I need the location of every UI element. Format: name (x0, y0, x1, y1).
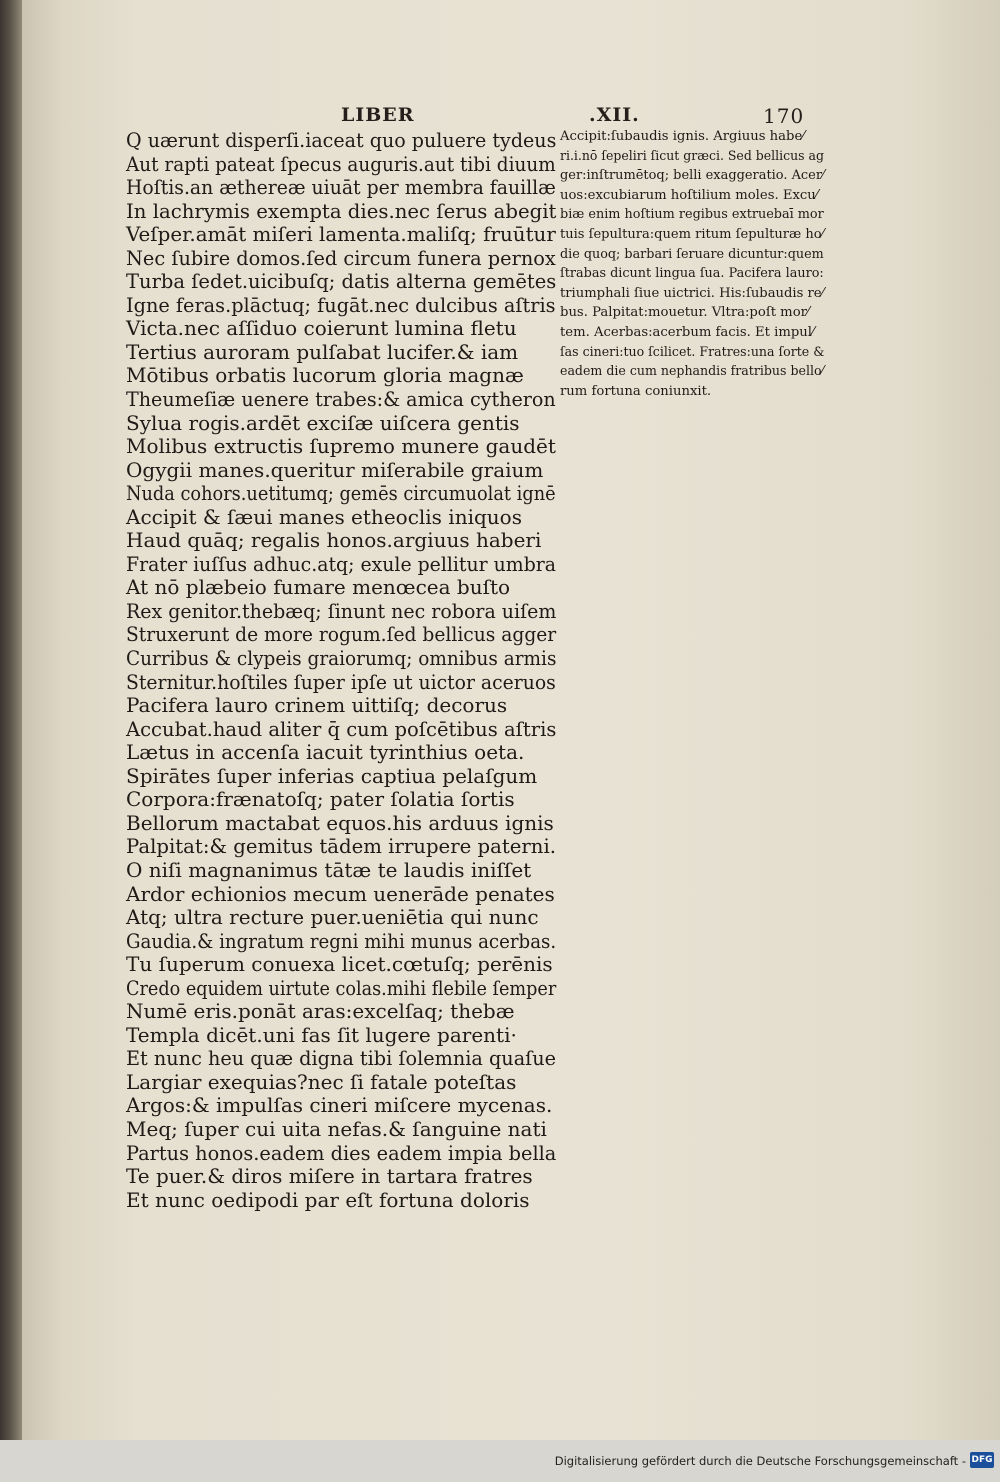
verse-line: Te puer.& diros miſere in tartara fratres (126, 1164, 533, 1189)
verse-line: Palpitat:& gemitus tādem irrupere paterni. (126, 834, 557, 859)
previous-page-edge (22, 150, 48, 1350)
verse-line: Accipit & ſæui manes etheoclis iniquos (126, 504, 522, 529)
commentary-line: ger:inſtrumētoq; belli exaggeratio. Acer⁄ (560, 168, 825, 184)
verse-line: Turba ſedet.uicibuſq; datis alterna gemētes (126, 269, 557, 294)
verse-line: Rex genitor.thebæq; ſinunt nec robora uiſem (126, 598, 557, 623)
verse-line: Ardor echionios mecum uenerāde penates (126, 881, 555, 906)
verse-line: Molibus extructis ſupremo munere gaudēt (126, 434, 556, 459)
verse-line: Argos:& impulſas cineri miſcere mycenas. (126, 1093, 553, 1118)
running-head-liber: LIBER (341, 104, 415, 126)
commentary-line: die quoq; barbari ſeruare dicuntur:quem (560, 246, 824, 262)
verse-line: Spirātes ſuper inferias captiua pelaſgum (126, 763, 538, 788)
digitization-footer (0, 1440, 1000, 1482)
commentary-line: eadem die cum nephandis fratribus bello⁄ (560, 364, 824, 380)
commentary-line: bus. Palpitat:mouetur. Vltra:poſt mor⁄ (560, 305, 810, 321)
commentary-line: uos:excubiarum hoſtilium moles. Excu⁄ (560, 187, 818, 203)
verse-column (126, 129, 556, 1212)
verse-line: Largiar exequias?nec ſi fatale poteſtas (126, 1069, 517, 1094)
verse-line: Sylua rogis.ardēt exciſæ uiſcera gentis (126, 410, 520, 435)
verse-line: Et nunc heu quæ digna tibi ſolemnia quaſue (126, 1046, 557, 1071)
verse-line: Pacifera lauro crinem uittiſq; decorus (126, 693, 508, 718)
commentary-line: biæ enim hoſtium regibus extruebaī mor (560, 207, 824, 223)
verse-line: Atq; ultra recture puer.ueniētia qui nunc (126, 905, 539, 930)
verse-line: Frater iuſſus adhuc.atq; exule pellitur umbra (126, 551, 557, 576)
verse-line: Lætus in accenſa iacuit tyrinthius oeta. (126, 740, 525, 765)
commentary-line: triumphali ſiue uictrici. His:ſubaudis re⁄ (560, 285, 824, 301)
verse-line: Haud quāq; regalis honos.argiuus haberi (126, 528, 542, 553)
verse-line: Meq; ſuper cui uita nefas.& ſanguine nati (126, 1116, 547, 1141)
commentary-line: Accipit:ſubaudis ignis. Argiuus habe⁄ (560, 129, 805, 144)
verse-line: Bellorum mactabat equos.his arduus ignis (126, 810, 554, 835)
verse-line: Nuda cohors.uetitumq; gemēs circumuolat ignē (126, 481, 556, 506)
funding-credit: Digitalisierung gefördert durch die Deutsche Forschungsgemeinschaft - (554, 1454, 966, 1468)
commentary-line: ſtrabas dicunt lingua ſua. Pacifera lauro: (560, 266, 824, 282)
commentary-line: tuis ſepultura:quem ritum ſepulturæ ho⁄ (560, 226, 824, 242)
verse-line: Aut rapti pateat ſpecus auguris.aut tibi diuum (126, 151, 556, 176)
verse-line: Numē eris.ponāt aras:excelſaq; thebæ (126, 999, 515, 1024)
verse-line: Mōtibus orbatis lucorum gloria magnæ (126, 363, 524, 388)
verse-line: Partus honos.eadem dies eadem impia bella (126, 1140, 557, 1165)
commentary-line: tem. Acerbas:acerbum facis. Et impul⁄ (560, 324, 815, 340)
verse-line: Struxerunt de more rogum.ſed bellicus agger (126, 622, 557, 647)
verse-line: Tu ſuperum conuexa licet.cœtuſq; perēnis (126, 952, 553, 977)
verse-line: Theumeſiæ uenere trabes:& amica cytheron (126, 387, 556, 412)
verse-line: Accubat.haud aliter q̄ cum poſcētibus aſtris (126, 716, 557, 741)
verse-line: Igne feras.plāctuq; fugāt.nec dulcibus aſtris (126, 292, 556, 317)
commentary-column (560, 127, 824, 401)
dfg-logo: DFG (970, 1452, 994, 1468)
verse-line: Templa dicēt.uni fas ſit lugere parenti· (126, 1022, 517, 1047)
verse-line: Et nunc oedipodi par eſt fortuna doloris (126, 1187, 530, 1212)
commentary-line: ſas cineri:tuo ſcilicet. Fratres:una ſorte & (560, 344, 825, 360)
paper-leaf (22, 0, 1000, 1440)
verse-line: O niſi magnanimus tātæ te laudis iniſſet (126, 857, 532, 882)
verse-line: Curribus & clypeis graiorumq; omnibus armis (126, 646, 557, 671)
folio-number: 170 (763, 104, 805, 128)
verse-line: Credo equidem uirtute colas.mihi flebile ſemper (126, 975, 557, 1000)
verse-line: Hoſtis.an æthereæ uiuāt per membra fauillæ (126, 175, 556, 200)
verse-line: At nō plæbeio fumare menœcea buſto (126, 575, 511, 600)
commentary-line: rum fortuna coniunxit. (560, 383, 712, 399)
verse-line: Veſper.amāt miſeri lamenta.maliſq; fruūtur (126, 222, 556, 247)
commentary-line: ri.i.nō ſepeliri ſicut græci. Sed bellicus ag (560, 148, 824, 164)
verse-line: Tertius auroram pulſabat lucifer.& iam (126, 339, 519, 364)
verse-line: Ogygii manes.queritur miſerabile graium (126, 457, 544, 482)
verse-line: In lachrymis exempta dies.nec ſerus abegit (126, 198, 557, 223)
running-head-book-number: .XII. (589, 104, 640, 126)
verse-line: Gaudia.& ingratum regni mihi munus acerbas. (126, 928, 557, 953)
verse-line: Corpora:frænatoſq; pater ſolatia ſortis (126, 787, 515, 812)
verse-line: Q uærunt disperſi.iaceat quo puluere tydeus (126, 128, 557, 152)
verse-line: Nec ſubire domos.ſed circum funera pernox (126, 245, 556, 270)
verse-line: Sternitur.hoſtiles ſuper ipſe ut uictor aceruos (126, 669, 556, 694)
verse-line: Victa.nec aſſiduo coierunt lumina fletu (126, 316, 517, 341)
